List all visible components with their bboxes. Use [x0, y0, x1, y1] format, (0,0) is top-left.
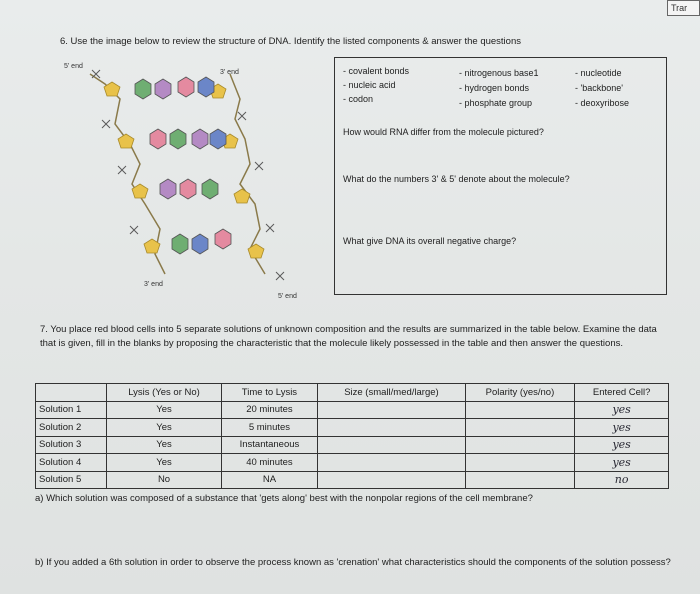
entered-cell: yes: [575, 419, 669, 437]
entered-cell: yes: [575, 401, 669, 419]
table-row: [36, 471, 669, 489]
size-cell[interactable]: [318, 454, 465, 472]
table-row: [36, 454, 669, 472]
time-cell: 20 minutes: [221, 401, 318, 419]
header-cell: Polarity (yes/no): [465, 384, 575, 402]
term: - 'backbone': [575, 83, 623, 93]
browser-tab[interactable]: Trar: [667, 0, 700, 16]
table-header-row: [36, 384, 669, 402]
question-7a: a) Which solution was composed of a substance that 'gets along' best with the nonpolar regions of the cell membrane?: [35, 493, 533, 504]
size-cell[interactable]: [318, 471, 465, 489]
label-3-end-bottom: 3' end: [144, 281, 163, 288]
nitrogenous-base-pairs: [135, 77, 231, 254]
size-cell[interactable]: [318, 436, 465, 454]
label-5-end-bottom: 5' end: [278, 293, 297, 300]
header-cell: [36, 384, 107, 402]
polarity-cell[interactable]: [465, 471, 575, 489]
time-cell: 5 minutes: [221, 419, 318, 437]
size-cell[interactable]: [318, 401, 465, 419]
header-cell: Time to Lysis: [221, 384, 318, 402]
terms-questions-box: [334, 57, 667, 295]
table-row: [36, 419, 669, 437]
solution-name: Solution 3: [36, 436, 107, 454]
polarity-cell[interactable]: [465, 419, 575, 437]
deoxyribose-sugars: [104, 82, 264, 258]
lysis-cell: Yes: [107, 419, 221, 437]
solution-name: Solution 1: [36, 401, 107, 419]
lysis-cell: Yes: [107, 454, 221, 472]
question-negative-charge: What give DNA its overall negative charge?: [343, 236, 517, 246]
time-cell: Instantaneous: [221, 436, 318, 454]
header-cell: Entered Cell?: [575, 384, 669, 402]
polarity-cell[interactable]: [465, 436, 575, 454]
term: - nucleotide: [575, 68, 622, 78]
question-7b: b) If you added a 6th solution in order to observe the process known as 'crenation' what characteristics should the components of the solution possess?: [35, 557, 671, 568]
solution-name: Solution 4: [36, 454, 107, 472]
time-cell: NA: [221, 471, 318, 489]
solution-name: Solution 5: [36, 471, 107, 489]
table-row: [36, 401, 669, 419]
header-cell: Lysis (Yes or No): [107, 384, 221, 402]
question-7-prompt: 7. You place red blood cells into 5 separate solutions of unknown composition and the results are summarized in the table below. Examine the data that is given, fill in the blanks by proposing the characteristic that the molecule likely possessed in the table and then answer the questions.: [40, 324, 657, 349]
question-rna-difference: How would RNA differ from the molecule pictured?: [343, 127, 544, 137]
term: - codon: [343, 94, 374, 104]
term: - nitrogenous base1: [459, 68, 539, 78]
lysis-cell: Yes: [107, 436, 221, 454]
lysis-cell: Yes: [107, 401, 221, 419]
table-row: [36, 436, 669, 454]
entered-cell: yes: [575, 454, 669, 472]
results-table: [35, 383, 669, 489]
lysis-cell: No: [107, 471, 221, 489]
label-3-end-top: 3' end: [220, 69, 239, 76]
dna-structure-diagram: [60, 54, 320, 304]
solution-name: Solution 2: [36, 419, 107, 437]
size-cell[interactable]: [318, 419, 465, 437]
entered-cell: yes: [575, 436, 669, 454]
polarity-cell[interactable]: [465, 401, 575, 419]
question-3-5-numbers: What do the numbers 3' & 5' denote about the molecule?: [343, 174, 570, 184]
dna-backbone-right: [230, 74, 265, 274]
question-6-prompt: 6. Use the image below to review the structure of DNA. Identify the listed components & answer the questions: [60, 36, 521, 47]
label-5-end-top: 5' end: [64, 63, 83, 70]
term: - phosphate group: [459, 98, 533, 108]
term: - nucleic acid: [343, 80, 396, 90]
entered-cell: no: [575, 471, 669, 489]
term: - deoxyribose: [575, 98, 630, 108]
header-cell: Size (small/med/large): [318, 384, 465, 402]
term: - covalent bonds: [343, 66, 410, 76]
term: - hydrogen bonds: [459, 83, 530, 93]
polarity-cell[interactable]: [465, 454, 575, 472]
time-cell: 40 minutes: [221, 454, 318, 472]
